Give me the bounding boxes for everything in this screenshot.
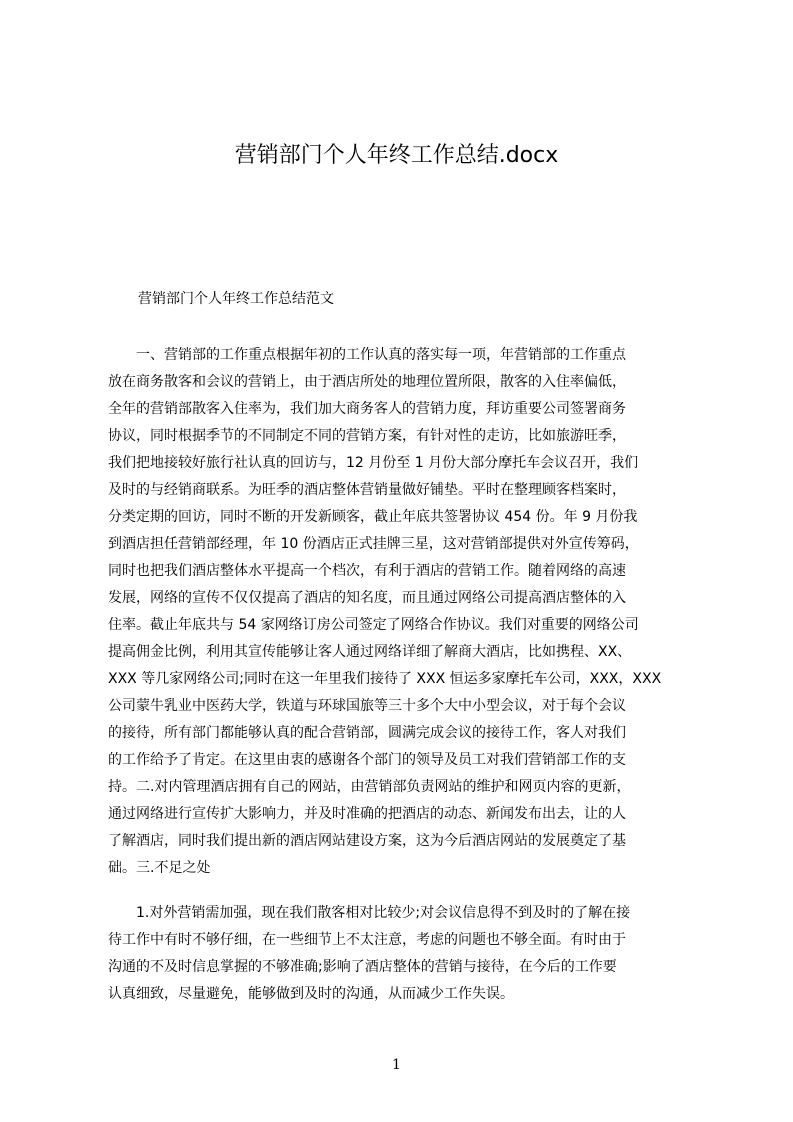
document-title: 营销部门个人年终工作总结.docx bbox=[234, 143, 559, 168]
paragraph-line: 的接待，所有部门都能够认真的配合营销部，圆满完成会议的接待工作，客人对我们 bbox=[108, 725, 626, 741]
paragraph-line: 放在商务散客和会议的营销上，由于酒店所处的地理位置所限，散客的入住率偏低， bbox=[108, 374, 626, 390]
paragraph-line: 认真细致，尽量避免，能够做到及时的沟通，从而减少工作失误。 bbox=[108, 986, 514, 1002]
paragraph-line: 持。二.对内管理酒店拥有自己的网站，由营销部负责网站的维护和网页内容的更新， bbox=[108, 779, 631, 795]
paragraph-line: XXX 等几家网络公司;同时在这一年里我们接待了 XXX 恒运多家摩托车公司，XXX，XXX bbox=[108, 671, 662, 687]
paragraph-line: 础。三.不足之处 bbox=[108, 860, 211, 876]
paragraph-line: 一、营销部的工作重点根据年初的工作认真的落实每一项，年营销部的工作重点 bbox=[108, 347, 626, 363]
paragraph-line: 提高佣金比例，利用其宣传能够让客人通过网络详细了解商大酒店，比如携程、XX、 bbox=[108, 644, 632, 660]
paragraph-line: 的工作给予了肯定。在这里由衷的感谢各个部门的领导及员工对我们营销部工作的支 bbox=[108, 752, 626, 768]
paragraph-line: 到酒店担任营销部经理，年 10 份酒店正式挂牌三星，这对营销部提供对外宣传筹码， bbox=[108, 536, 639, 552]
paragraph-line: 公司蒙牛乳业中医药大学，铁道与环球国旅等三十多个大中小型会议，对于每个会议 bbox=[108, 698, 626, 714]
paragraph-line: 全年的营销部散客入住率为，我们加大商务客人的营销力度，拜访重要公司签署商务 bbox=[108, 401, 626, 417]
paragraph-line: 通过网络进行宣传扩大影响力，并及时准确的把酒店的动态、新闻发布出去，让的人 bbox=[108, 806, 626, 822]
paragraph-line: 了解酒店，同时我们提出新的酒店网站建设方案，这为今后酒店网站的发展奠定了基 bbox=[108, 833, 626, 849]
paragraph-line: 沟通的不及时信息掌握的不够准确;影响了酒店整体的营销与接待，在今后的工作要 bbox=[108, 959, 617, 975]
document-subtitle: 营销部门个人年终工作总结范文 bbox=[138, 291, 334, 307]
body-paragraph-1 bbox=[108, 342, 699, 882]
paragraph-line: 1.对外营销需加强，现在我们散客相对比较少;对会议信息得不到及时的了解在接 bbox=[108, 905, 631, 921]
body-paragraph-2 bbox=[108, 900, 699, 1008]
paragraph-line: 同时也把我们酒店整体水平提高一个档次，有利于酒店的营销工作。随着网络的高速 bbox=[108, 563, 626, 579]
paragraph-line: 及时的与经销商联系。为旺季的酒店整体营销量做好铺垫。平时在整理顾客档案时， bbox=[108, 482, 626, 498]
paragraph-line: 我们把地接较好旅行社认真的回访与，12 月份至 1 月份大部分摩托车会议召开，我们 bbox=[108, 455, 639, 471]
paragraph-line: 协议，同时根据季节的不同制定不同的营销方案，有针对性的走访，比如旅游旺季， bbox=[108, 428, 626, 444]
paragraph-line: 住率。截止年底共与 54 家网络订房公司签定了网络合作协议。我们对重要的网络公司 bbox=[108, 617, 639, 633]
paragraph-line: 分类定期的回访，同时不断的开发新顾客，截止年底共签署协议 454 份。年 9 月份我 bbox=[108, 509, 638, 525]
page-number: 1 bbox=[392, 1057, 401, 1073]
paragraph-line: 发展，网络的宣传不仅仅提高了酒店的知名度，而且通过网络公司提高酒店整体的入 bbox=[108, 590, 626, 606]
paragraph-line: 待工作中有时不够仔细，在一些细节上不太注意，考虑的问题也不够全面。有时由于 bbox=[108, 932, 626, 948]
